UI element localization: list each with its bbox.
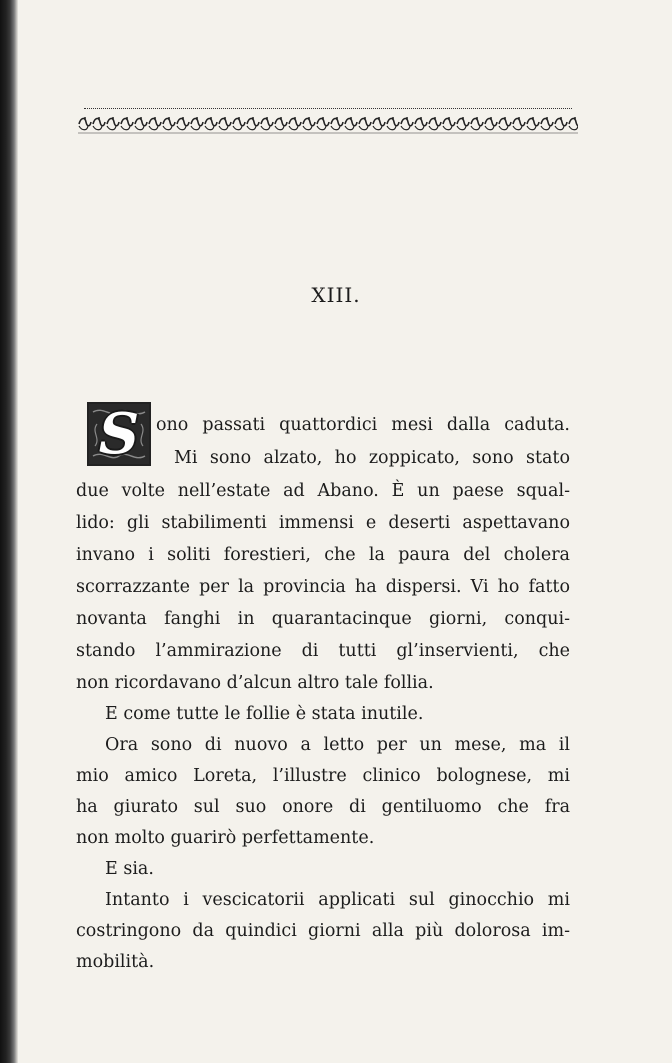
- drop-cap-letter: S: [98, 401, 140, 467]
- text-line: E sia.: [105, 859, 154, 879]
- text-line: non molto guarirò perfettamente.: [76, 828, 375, 848]
- book-spine-shadow: [0, 0, 18, 1063]
- text-line: scorrazzante per la provincia ha dispersi. Vi ho fatto: [76, 577, 570, 597]
- text-line: stando l’ammirazione di tutti gl’inservienti, che: [76, 641, 570, 661]
- text-line: E come tutte le follie è stata inutile.: [105, 704, 424, 724]
- text-line: mobilità.: [76, 952, 155, 972]
- text-line: lido: gli stabilimenti immensi e deserti aspettavano: [76, 513, 570, 533]
- text-line: costringono da quindici giorni alla più dolorosa im-: [76, 921, 570, 941]
- text-line: novanta fanghi in quarantacinque giorni, conqui-: [76, 609, 570, 629]
- chapter-heading: XIII.: [311, 283, 361, 307]
- text-line: Intanto i vescicatorii applicati sul ginocchio mi: [105, 890, 570, 910]
- text-line: ono passati quattordici mesi dalla caduta.: [156, 415, 570, 435]
- text-line: non ricordavano d’alcun altro tale follia.: [76, 673, 434, 693]
- ornament-dotted-rule: [84, 108, 572, 109]
- ornamental-header-band: [78, 114, 578, 134]
- text-line: invano i soliti forestieri, che la paura del cholera: [76, 545, 570, 565]
- text-line: due volte nell’estate ad Abano. È un paese squal-: [76, 481, 570, 501]
- text-line: Ora sono di nuovo a letto per un mese, ma il: [105, 735, 570, 755]
- text-line: mio amico Loreta, l’illustre clinico bolognese, mi: [76, 766, 570, 786]
- text-line: Mi sono alzato, ho zoppicato, sono stato: [174, 448, 570, 468]
- decorated-drop-cap: [87, 402, 151, 466]
- text-line: ha giurato sul suo onore di gentiluomo che fra: [76, 797, 570, 817]
